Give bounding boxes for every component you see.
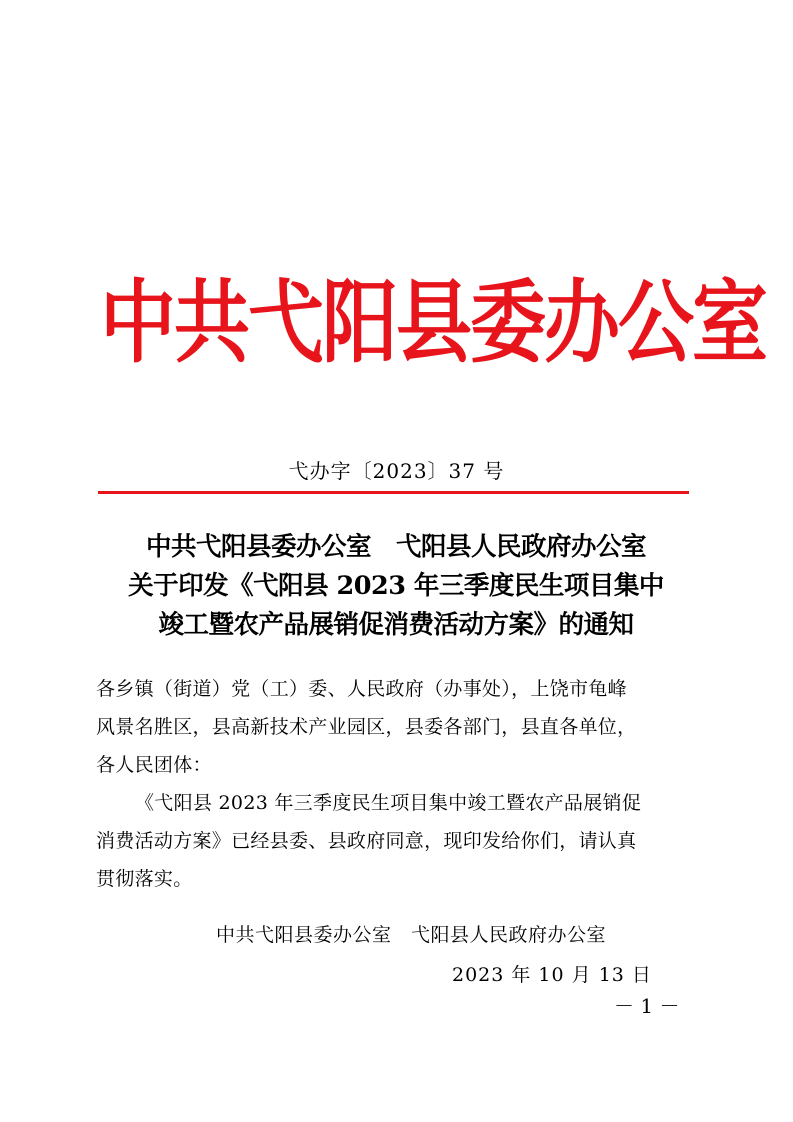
masthead-title: 中共弋阳县委办公室 — [100, 269, 766, 375]
title-line: 竣工暨农产品展销促消费活动方案》的通知 — [158, 610, 634, 640]
title-line: 关于印发《弋阳县 2023 年三季度民生项目集中 — [128, 571, 664, 601]
document-number: 弋办字〔2023〕37 号 — [288, 459, 505, 483]
body-line: 各乡镇（街道）党（工）委、人民政府（办事处），上饶市龟峰 — [96, 678, 627, 700]
body-line: 贯彻落实。 — [96, 868, 193, 890]
body-line: 消费活动方案》已经县委、县政府同意，现印发给你们，请认真 — [96, 830, 637, 852]
signature-issuers: 中共弋阳县委办公室 弋阳县人民政府办公室 — [216, 924, 607, 946]
issue-date: 2023 年 10 月 13 日 — [452, 964, 652, 986]
body-line: 各人民团体： — [96, 754, 212, 776]
page-number: － 1 － — [614, 994, 680, 1018]
red-divider-line — [98, 491, 689, 494]
notice-title — [96, 528, 696, 645]
body-line: 《弋阳县 2023 年三季度民生项目集中竣工暨农产品展销促 — [135, 792, 642, 814]
title-line: 中共弋阳县委办公室 弋阳县人民政府办公室 — [145, 532, 646, 562]
body-line: 风景名胜区，县高新技术产业园区，县委各部门，县直各单位， — [96, 716, 637, 738]
